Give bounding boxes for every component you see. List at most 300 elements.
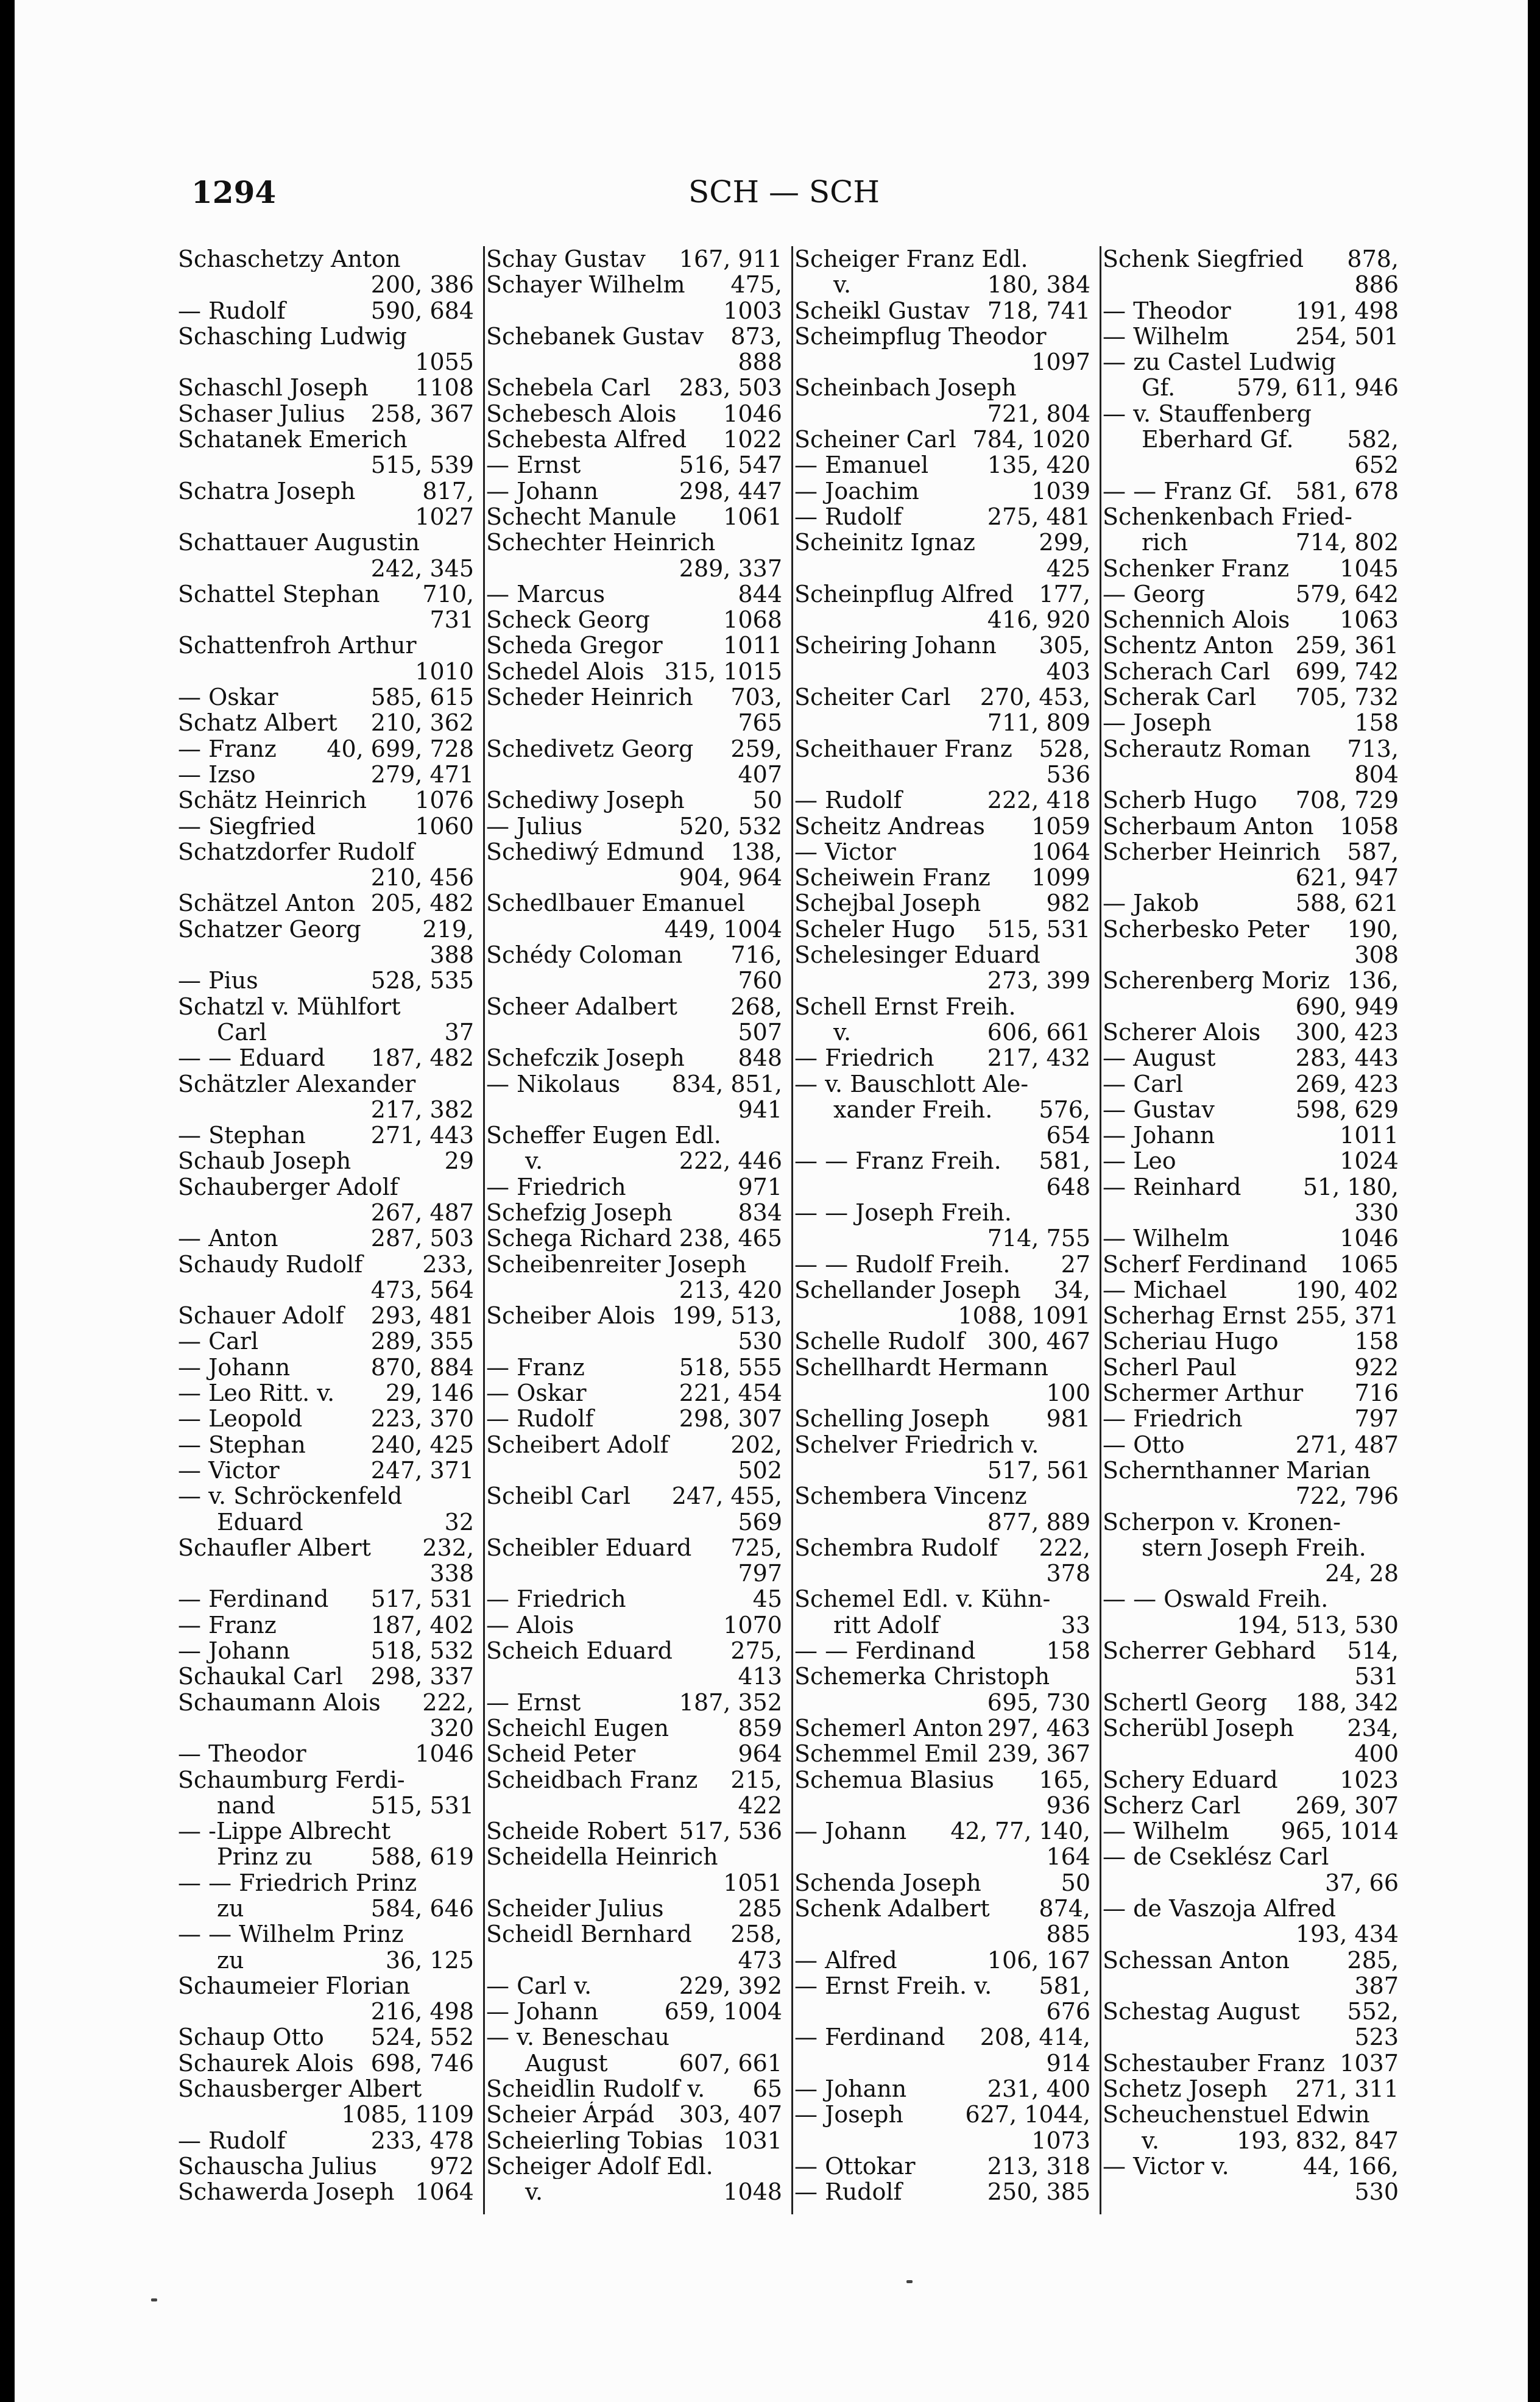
page-refs: 202, <box>730 1431 782 1458</box>
page-refs: 50 <box>1061 1869 1090 1896</box>
index-line <box>178 581 474 607</box>
index-line: — v. Schröckenfeld <box>178 1483 403 1509</box>
page-refs: 1065 <box>1340 1251 1399 1277</box>
index-line: 1055 <box>415 349 474 375</box>
entry-name: Schaumann Alois <box>178 1689 381 1715</box>
entry-name: — Joachim <box>794 478 919 504</box>
entry-name: Scheinpflug Alfred <box>794 581 1014 608</box>
index-line: — zu Castel Ludwig <box>1103 349 1336 375</box>
page-refs: 259, 361 <box>1295 632 1399 659</box>
entry-name: Schega Richard <box>486 1225 673 1252</box>
entry-name: — Wilhelm <box>1103 1225 1229 1252</box>
index-line <box>1103 1355 1399 1380</box>
index-line <box>178 1432 474 1458</box>
index-line <box>1103 2076 1399 2102</box>
index-line <box>486 1638 782 1663</box>
index-line: 804 <box>1354 761 1399 788</box>
index-line <box>178 298 474 324</box>
index-line <box>486 632 782 658</box>
index-line: 502 <box>738 1457 782 1484</box>
page-refs: 1039 <box>1031 478 1090 504</box>
index-line <box>178 1509 474 1535</box>
index-line <box>794 272 1090 297</box>
page-refs: 270, 453, <box>980 684 1090 710</box>
page-refs: 517, 536 <box>679 1818 782 1844</box>
entry-name: — Carl <box>178 1328 259 1355</box>
index-line <box>794 1741 1090 1766</box>
index-line <box>1103 298 1399 324</box>
index-line: Scherpon v. Kronen- <box>1103 1509 1341 1535</box>
index-line: Schechter Heinrich <box>486 530 716 556</box>
entry-name: Schawerda Joseph <box>178 2179 395 2205</box>
entry-name: — Victor <box>178 1457 280 1484</box>
page-refs: 1046 <box>1340 1225 1399 1252</box>
index-line <box>178 1535 474 1561</box>
entry-name: Carl <box>217 1019 267 1046</box>
page-refs: 598, 629 <box>1295 1096 1399 1123</box>
page-refs: 1011 <box>723 632 782 659</box>
index-line: 765 <box>738 710 782 736</box>
page-refs: 29 <box>444 1148 474 1174</box>
entry-name: zu <box>217 1947 244 1973</box>
entry-name: nand <box>217 1792 275 1819</box>
entry-name: — Franz <box>178 735 277 762</box>
index-line <box>486 324 782 349</box>
page-refs: 874, <box>1039 1896 1090 1922</box>
index-line <box>486 1818 782 1844</box>
index-line <box>794 2153 1090 2179</box>
page-refs: 1046 <box>415 1741 474 1767</box>
page-refs: 187, 402 <box>370 1612 474 1639</box>
entry-name: — Rudolf <box>794 503 902 530</box>
page-refs: 222, 418 <box>987 787 1090 813</box>
index-line <box>486 1432 782 1458</box>
index-line <box>486 1174 782 1200</box>
index-line <box>178 710 474 735</box>
index-line: 400 <box>1354 1741 1399 1767</box>
entry-name: Scherber Heinrich <box>1103 838 1321 865</box>
index-line <box>486 942 782 968</box>
entry-name: — Stephan <box>178 1431 306 1458</box>
page-refs: 581, 678 <box>1295 478 1399 504</box>
index-column-4 <box>1103 246 1399 2205</box>
index-line <box>794 2179 1090 2205</box>
page-refs: 1063 <box>1340 607 1399 633</box>
index-line: 1097 <box>1031 349 1090 375</box>
index-line <box>794 581 1090 607</box>
entry-name: Schaudy Rudolf <box>178 1251 363 1277</box>
index-line <box>1103 1097 1399 1122</box>
page-refs: 1031 <box>723 2127 782 2153</box>
index-line <box>486 246 782 272</box>
print-speck <box>906 2280 913 2283</box>
index-line <box>1103 607 1399 632</box>
entry-name: Schestag August <box>1103 1999 1300 2025</box>
index-line <box>178 2153 474 2179</box>
entry-name: — Oskar <box>486 1380 587 1406</box>
index-line <box>1103 1432 1399 1458</box>
entry-name: Schaub Joseph <box>178 1148 351 1174</box>
page-refs: 222, 446 <box>679 1148 782 1174</box>
index-line <box>1103 1252 1399 1277</box>
page-refs: 516, 547 <box>679 452 782 478</box>
index-line: 388 <box>429 942 474 968</box>
page-refs: 627, 1044, <box>965 2102 1090 2128</box>
page-refs: 158 <box>1354 1328 1399 1355</box>
index-line <box>1103 556 1399 581</box>
page-refs: 698, 746 <box>370 2050 474 2077</box>
entry-name: — Nikolaus <box>486 1071 621 1097</box>
page-refs: 1058 <box>1340 813 1399 839</box>
page-refs: 982 <box>1046 890 1090 916</box>
index-line <box>1103 1148 1399 1174</box>
page-refs: 27 <box>1061 1251 1090 1277</box>
page-refs: 37 <box>444 1019 474 1046</box>
index-line <box>486 1148 782 1174</box>
page-refs: 524, 552 <box>370 2024 474 2050</box>
index-line: 676 <box>1046 1999 1090 2025</box>
index-line: 37, 66 <box>1325 1869 1399 1896</box>
index-line <box>178 1303 474 1328</box>
entry-name: Scheibl Carl <box>486 1483 631 1509</box>
page-refs: 607, 661 <box>679 2050 782 2077</box>
index-line: 507 <box>738 1019 782 1046</box>
index-line: 200, 386 <box>370 272 474 298</box>
index-line <box>486 1483 782 1509</box>
index-line <box>486 1045 782 1071</box>
index-line <box>1103 1225 1399 1251</box>
index-line: 877, 889 <box>987 1509 1090 1535</box>
entry-name: v. <box>525 2179 543 2205</box>
page-refs: 1076 <box>415 787 474 813</box>
page-refs: 232, <box>422 1534 474 1561</box>
index-line: 690, 949 <box>1295 993 1399 1019</box>
index-line <box>178 787 474 813</box>
index-line: 422 <box>738 1792 782 1819</box>
index-line <box>486 1071 782 1097</box>
print-speck <box>151 2298 157 2301</box>
entry-name: Scherbesko Peter <box>1103 916 1310 943</box>
index-line <box>1103 1122 1399 1148</box>
page-refs: 234, <box>1347 1715 1399 1741</box>
index-line <box>794 1767 1090 1793</box>
index-line: 536 <box>1046 761 1090 788</box>
index-line: 936 <box>1046 1792 1090 1819</box>
entry-name: Scherb Hugo <box>1103 787 1257 813</box>
index-line: 164 <box>1046 1844 1090 1870</box>
index-line <box>1103 659 1399 684</box>
entry-name: Scheck Georg <box>486 607 650 633</box>
index-line <box>794 1818 1090 1844</box>
index-line <box>1103 787 1399 813</box>
index-line: Scheiger Franz Edl. <box>794 246 1028 272</box>
index-line: 531 <box>1354 1663 1399 1690</box>
index-line <box>794 1535 1090 1561</box>
page-refs: 590, 684 <box>370 297 474 324</box>
index-line <box>794 1277 1090 1303</box>
entry-name: Scheithauer Franz <box>794 735 1012 762</box>
page-refs: 552, <box>1347 1999 1399 2025</box>
index-line <box>1103 1793 1399 1818</box>
index-line <box>178 762 474 787</box>
index-line: Schelesinger Eduard <box>794 942 1040 968</box>
entry-name: Schätzel Anton <box>178 890 355 916</box>
entry-name: Schebanek Gustav <box>486 323 704 350</box>
entry-name: — Theodor <box>1103 297 1231 324</box>
index-line: 621, 947 <box>1295 865 1399 891</box>
index-line <box>486 1355 782 1380</box>
page-refs: 298, 337 <box>370 1663 474 1690</box>
page-refs: 1059 <box>1031 813 1090 839</box>
index-line <box>794 504 1090 530</box>
index-line <box>178 2024 474 2050</box>
entry-name: ritt Adolf <box>833 1612 939 1639</box>
page-refs: 44, 166, <box>1302 2153 1399 2180</box>
index-line: Schausberger Albert <box>178 2076 422 2102</box>
entry-name: Schelling Joseph <box>794 1406 990 1432</box>
index-line: 1003 <box>723 297 782 324</box>
index-line: 714, 755 <box>987 1225 1090 1252</box>
index-line <box>178 1328 474 1354</box>
entry-name: — Ottokar <box>794 2153 916 2180</box>
index-line <box>794 2024 1090 2050</box>
entry-name: — Rudolf <box>486 1406 594 1432</box>
index-line: 648 <box>1046 1174 1090 1200</box>
entry-name: — Johann <box>178 1354 291 1381</box>
entry-name: Schessan Anton <box>1103 1947 1290 1973</box>
entry-name: Schennich Alois <box>1103 607 1290 633</box>
index-line <box>486 1715 782 1741</box>
page-refs: 1024 <box>1340 1148 1399 1174</box>
entry-name: — Wilhelm <box>1103 1818 1229 1844</box>
index-line <box>486 1586 782 1612</box>
page-refs: 65 <box>752 2076 782 2102</box>
page-refs: 1048 <box>723 2179 782 2205</box>
index-line <box>794 1947 1090 1973</box>
index-line <box>1103 736 1399 762</box>
entry-name: — Friedrich <box>794 1045 934 1071</box>
entry-name: Schellander Joseph <box>794 1277 1021 1303</box>
index-line <box>794 1045 1090 1071</box>
page-refs: 45 <box>752 1586 782 1612</box>
page-refs: 190, <box>1347 916 1399 943</box>
page-refs: 972 <box>429 2153 474 2180</box>
index-line: 941 <box>738 1096 782 1123</box>
index-line: Schaumburg Ferdi- <box>178 1766 405 1793</box>
index-line <box>486 1896 782 1921</box>
entry-name: Scheide Robert <box>486 1818 668 1844</box>
page-refs: 528, 535 <box>370 968 474 994</box>
index-line <box>1103 916 1399 942</box>
index-line <box>178 1586 474 1612</box>
index-line <box>794 632 1090 658</box>
page-refs: 283, 503 <box>679 375 782 401</box>
page-refs: 981 <box>1046 1406 1090 1432</box>
index-line <box>178 375 474 400</box>
index-line <box>486 452 782 478</box>
entry-name: Scherak Carl <box>1103 684 1257 710</box>
page-refs: 167, 911 <box>679 246 782 272</box>
index-line: 473, 564 <box>370 1277 474 1303</box>
index-line <box>486 504 782 530</box>
index-line <box>1103 375 1399 400</box>
entry-name: Schery Eduard <box>1103 1766 1278 1793</box>
page-refs: 305, <box>1039 632 1090 659</box>
index-line <box>486 1406 782 1431</box>
entry-name: — Ferdinand <box>794 2024 945 2050</box>
index-line <box>794 1019 1090 1045</box>
page-header <box>178 174 1390 217</box>
entry-name: — Marcus <box>486 581 606 608</box>
page-refs: 1046 <box>723 400 782 427</box>
entry-name: — Johann <box>486 478 599 504</box>
index-line <box>1103 246 1399 272</box>
page-refs: 581, <box>1039 1972 1090 1999</box>
entry-name: Schaser Julius <box>178 400 345 427</box>
index-line <box>178 2128 474 2153</box>
index-line <box>486 1200 782 1225</box>
page-refs: 247, 455, <box>671 1483 782 1509</box>
index-line <box>178 1896 474 1921</box>
entry-name: Schestauber Franz <box>1103 2050 1325 2077</box>
page-refs: 279, 471 <box>370 761 474 788</box>
index-line: Schaschetzy Anton <box>178 246 401 272</box>
entry-name: Scheler Hugo <box>794 916 955 943</box>
page-refs: 271, 443 <box>370 1122 474 1149</box>
page-refs: 784, 1020 <box>972 427 1090 453</box>
page-refs: 239, 367 <box>987 1741 1090 1767</box>
index-line: Schätzler Alexander <box>178 1071 416 1097</box>
index-line <box>794 1328 1090 1354</box>
index-line <box>1103 1380 1399 1406</box>
index-line: stern Joseph Freih. <box>1142 1534 1366 1561</box>
index-line <box>1103 1071 1399 1097</box>
page-refs: 33 <box>1061 1612 1090 1639</box>
page-refs: 300, 467 <box>987 1328 1090 1355</box>
entry-name: Eberhard Gf. <box>1142 427 1294 453</box>
index-line <box>178 1947 474 1973</box>
entry-name: Scherübl Joseph <box>1103 1715 1295 1741</box>
index-line <box>178 1638 474 1663</box>
entry-name: Scheidlin Rudolf v. <box>486 2076 705 2102</box>
page-refs: 520, 532 <box>679 813 782 839</box>
page-refs: 233, <box>422 1251 474 1277</box>
entry-name: — Leo <box>1103 1148 1176 1174</box>
index-line <box>1103 478 1399 504</box>
entry-name: — Victor <box>794 838 896 865</box>
entry-name: Scheiber Alois <box>486 1303 655 1329</box>
entry-name: — Ernst <box>486 452 581 478</box>
page-refs: 165, <box>1039 1766 1090 1793</box>
index-line <box>486 2050 782 2076</box>
index-line <box>1103 581 1399 607</box>
entry-name: Schentz Anton <box>1103 632 1274 659</box>
page-refs: 285 <box>738 1896 782 1922</box>
index-line <box>1103 1690 1399 1715</box>
page-refs: 259, <box>730 735 782 762</box>
page-refs: 269, 423 <box>1295 1071 1399 1097</box>
index-line <box>794 2076 1090 2102</box>
entry-name: Scheibert Adolf <box>486 1431 669 1458</box>
index-line: 695, 730 <box>987 1689 1090 1715</box>
index-line: — -Lippe Albrecht <box>178 1818 391 1844</box>
entry-name: — Johann <box>486 1999 599 2025</box>
index-line <box>794 1715 1090 1741</box>
index-line: Scheimpflug Theodor <box>794 323 1047 350</box>
page-refs: 208, 414, <box>980 2024 1090 2050</box>
index-line <box>1103 1999 1399 2024</box>
entry-name: — Oskar <box>178 684 278 710</box>
index-line <box>178 736 474 762</box>
entry-name: Schecht Manule <box>486 503 677 530</box>
column-rule <box>1100 246 1101 2214</box>
index-line <box>1103 890 1399 916</box>
page-refs: 32 <box>444 1509 474 1535</box>
entry-name: — Victor v. <box>1103 2153 1229 2180</box>
index-line: Scheidella Heinrich <box>486 1844 718 1870</box>
index-line <box>486 1380 782 1406</box>
index-line <box>1103 1947 1399 1973</box>
index-line: 320 <box>429 1715 474 1741</box>
index-line <box>1103 1638 1399 1663</box>
entry-name: — Ernst Freih. v. <box>794 1972 992 1999</box>
entry-name: Schätz Heinrich <box>178 787 367 813</box>
index-line: 888 <box>738 349 782 375</box>
page-refs: 254, 501 <box>1295 323 1399 350</box>
index-line <box>178 890 474 916</box>
entry-name: Schauer Adolf <box>178 1303 344 1329</box>
index-line <box>794 1097 1090 1122</box>
page-refs: 233, 478 <box>370 2127 474 2153</box>
page-refs: 158 <box>1354 710 1399 736</box>
page-refs: 205, 482 <box>370 890 474 916</box>
page-refs: 298, 447 <box>679 478 782 504</box>
index-line <box>178 813 474 839</box>
index-line: 886 <box>1354 272 1399 298</box>
entry-name: Scherenberg Moriz <box>1103 968 1330 994</box>
page-refs: 240, 425 <box>370 1431 474 1458</box>
index-line <box>794 298 1090 324</box>
page-refs: 859 <box>738 1715 782 1741</box>
index-line <box>486 607 782 632</box>
entry-name: Schembra Rudolf <box>794 1534 998 1561</box>
index-column-1 <box>178 246 474 2205</box>
index-line: 722, 796 <box>1295 1483 1399 1509</box>
entry-name: — Johann <box>1103 1122 1215 1149</box>
entry-name: Schaukal Carl <box>178 1663 343 1690</box>
page-refs: 222, <box>422 1689 474 1715</box>
index-line <box>486 1535 782 1561</box>
page-refs: 965, 1014 <box>1280 1818 1399 1844</box>
index-line <box>794 427 1090 452</box>
page-refs: 725, <box>730 1534 782 1561</box>
page-refs: 177, <box>1039 581 1090 608</box>
entry-name: — Friedrich <box>1103 1406 1243 1432</box>
entry-name: Schay Gustav <box>486 246 646 272</box>
index-line: 210, 456 <box>370 865 474 891</box>
page-refs: 579, 611, 946 <box>1237 375 1399 401</box>
index-line <box>178 1252 474 1277</box>
index-line <box>1103 530 1399 555</box>
page-refs: 210, 362 <box>370 710 474 736</box>
page-refs: 303, 407 <box>679 2102 782 2128</box>
page-refs: 515, 531 <box>987 916 1090 943</box>
index-line <box>486 2128 782 2153</box>
index-line: 330 <box>1354 1199 1399 1226</box>
page-refs: 1045 <box>1340 555 1399 581</box>
entry-name: Schenda Joseph <box>794 1869 981 1896</box>
index-line <box>178 1225 474 1251</box>
